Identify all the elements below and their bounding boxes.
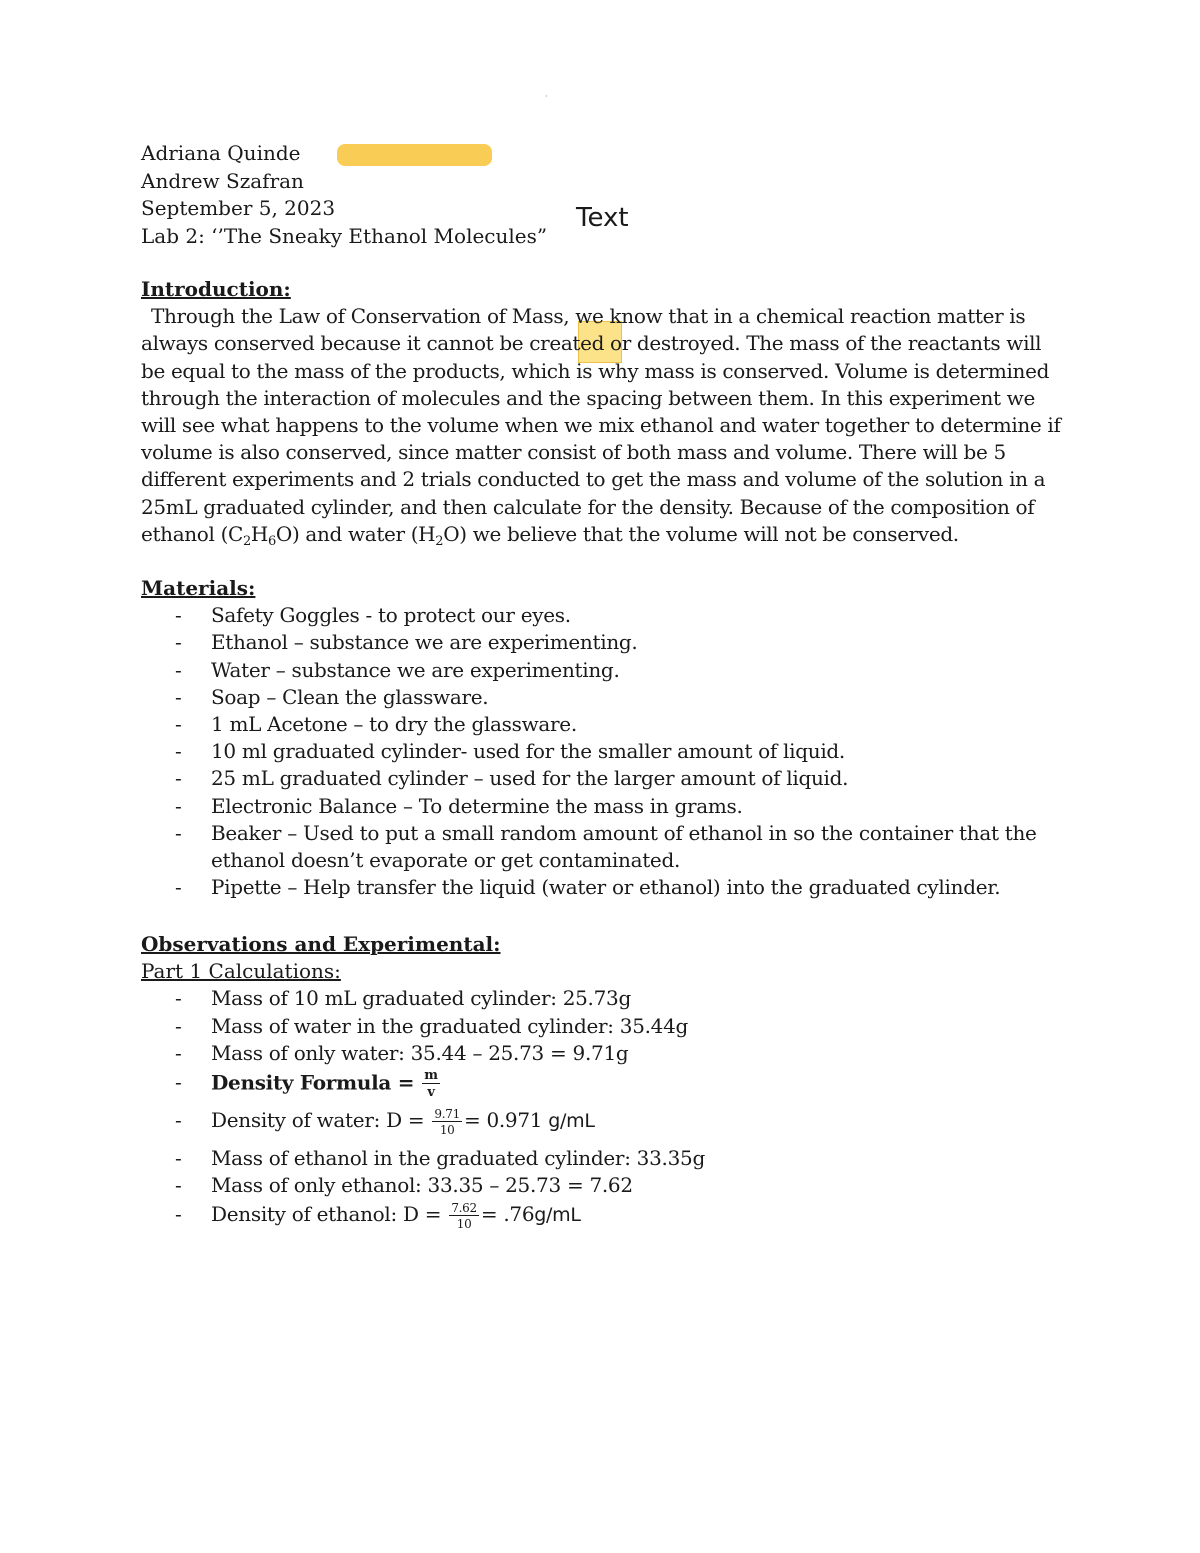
list-item: - 10 ml graduated cylinder- used for the smaller amount of liquid. — [141, 738, 1071, 765]
water-density-item — [141, 1105, 1071, 1145]
list-item: - Mass of only water: 35.44 – 25.73 = 9.71g — [141, 1040, 1071, 1067]
text-annotation[interactable]: Text — [576, 203, 629, 233]
author-name: Adriana Quinde — [141, 141, 301, 165]
author-name: Andrew Szafran — [141, 168, 304, 193]
part1-heading: Part 1 Calculations: — [141, 959, 341, 984]
ethanol-density-label: Density of ethanol: D = — [211, 1202, 442, 1227]
list-item: - Ethanol – substance we are experimenting. — [141, 629, 1071, 656]
introduction-heading: Introduction: — [141, 277, 291, 301]
observations-heading: Observations and Experimental: — [141, 932, 501, 956]
list-item: - Mass of ethanol in the graduated cylinder: 33.35g — [141, 1145, 1071, 1172]
intro-and-water: and water — [299, 521, 411, 546]
water-density-result: = 0.971 — [463, 1108, 543, 1133]
list-item: - Mass of 10 mL graduated cylinder: 25.73g — [141, 985, 1071, 1012]
lab-title: Lab 2: ‘’The Sneaky Ethanol Molecules” — [141, 223, 548, 248]
density-fraction: $\frac{m}{v}$ — [424, 1068, 438, 1101]
materials-list — [141, 602, 1071, 901]
materials-heading: Materials: — [141, 576, 256, 600]
list-item: - Safety Goggles - to protect our eyes. — [141, 602, 1071, 629]
introduction-paragraph — [141, 303, 1071, 555]
water-formula: $(H_2O)$ — [410, 521, 467, 549]
water-density-label: Density of water: D = — [211, 1108, 425, 1133]
list-item: - Water – substance we are experimenting. — [141, 657, 1071, 684]
document-date: September 5, 2023 — [141, 196, 336, 220]
list-item: - Soap – Clean the glassware. — [141, 684, 1071, 711]
list-item: - 1 mL Acetone – to dry the glassware. — [141, 711, 1071, 738]
list-item: - Mass of water in the graduated cylinder: 35.44g — [141, 1013, 1071, 1040]
observations-section — [141, 931, 1071, 1239]
ethanol-formula: $(C_2H_6O)$ — [220, 521, 300, 549]
header-dot: · — [545, 92, 548, 101]
list-item: - Electronic Balance – To determine the mass in grams. — [141, 793, 1071, 820]
ethanol-density-unit: g/mL — [534, 1204, 581, 1227]
introduction-section — [141, 276, 1071, 555]
calculations-list — [141, 985, 1071, 1239]
list-item: - Pipette – Help transfer the liquid (water or ethanol) into the graduated cylinder. — [141, 874, 1071, 901]
intro-conclusion: we believe that the volume will not be conserved. — [466, 521, 959, 546]
document-header — [141, 140, 547, 250]
list-item: - 25 mL graduated cylinder – used for the larger amount of liquid. — [141, 765, 1071, 792]
density-formula-item — [141, 1067, 1071, 1105]
water-density-fraction: $\frac{9.71}{10}$ — [434, 1106, 460, 1137]
materials-section — [141, 575, 1071, 901]
intro-text: Through the Law of Conservation of Mass, we know that in a chemical reaction matter is always conserved because it cannot be created or destroyed. The mass of the reactants will be equal to the mass of the products, which is why mass is conserved. Volume is determined through the interaction of molecules and the spacing between them. In this experiment we will see what happens to the volume when we mix ethanol and water together to determine if volume is also conserved, since matter consist of both mass and volume. There will be 5 different experiments and 2 trials conducted to get the mass and volume of the solution in a 25mL graduated cylinder, and then calculate for the density. Because of the composition of ethanol — [141, 304, 1061, 546]
list-item: - Beaker – Used to put a small random amount of ethanol in so the container that the ethanol doesn’t evaporate or get contaminated. — [141, 820, 1071, 874]
list-item: - Mass of only ethanol: 33.35 – 25.73 = 7.62 — [141, 1172, 1071, 1199]
density-formula-label: Density Formula = — [211, 1070, 415, 1095]
ethanol-density-item — [141, 1199, 1071, 1239]
water-density-unit: g/mL — [548, 1110, 595, 1133]
ethanol-density-result: = .76 — [480, 1202, 535, 1227]
ethanol-density-fraction: $\frac{7.62}{10}$ — [451, 1200, 477, 1231]
